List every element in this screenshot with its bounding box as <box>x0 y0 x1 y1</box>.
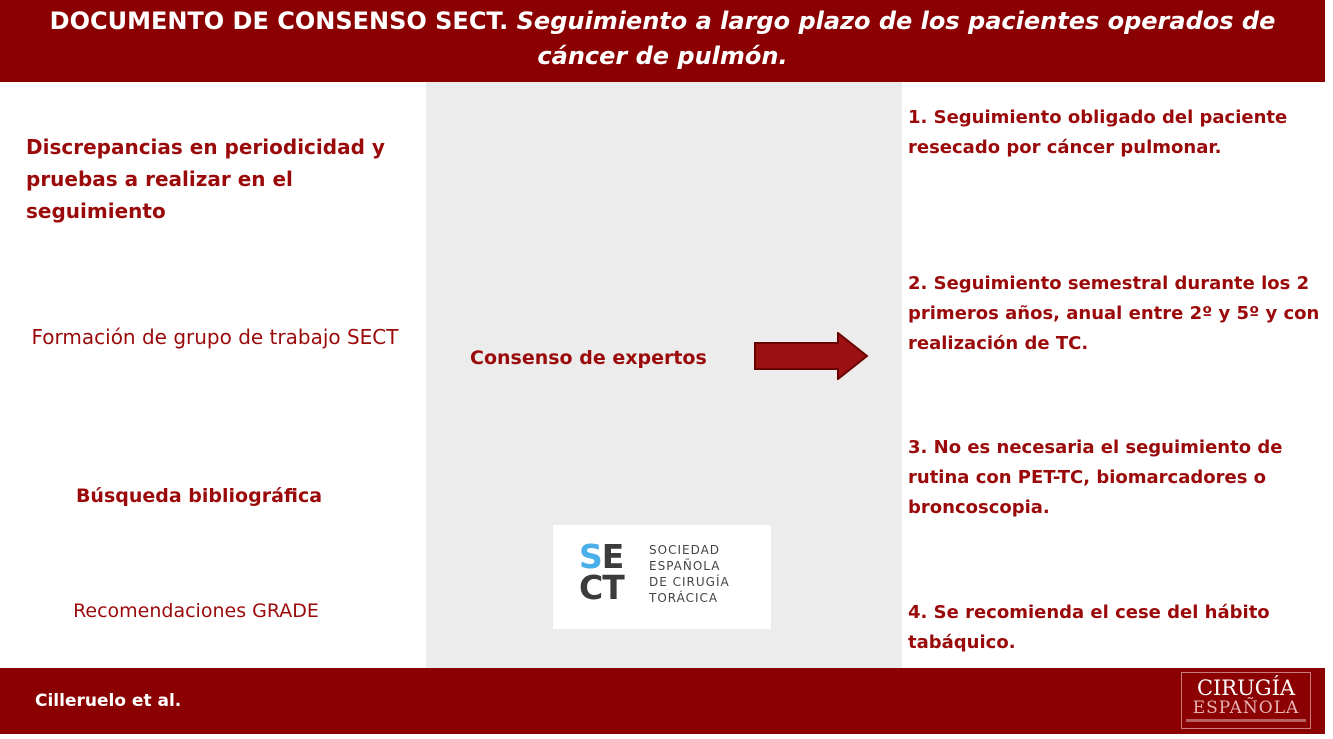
recommendation-3: 3. No es necesaria el seguimiento de rutina con PET-TC, biomarcadores o broncoscopia. <box>908 437 1283 518</box>
sect-logo-line2: ESPAÑOLA <box>649 559 721 573</box>
left-item-discrepancias: Discrepancias en periodicidad y pruebas a realizar en el seguimiento <box>26 135 385 223</box>
sect-logo-e: E <box>601 537 624 576</box>
recommendation-1: 1. Seguimiento obligado del paciente resecado por cáncer pulmonar. <box>908 107 1288 158</box>
arrow-right-icon <box>754 332 870 380</box>
header-title-italic: Seguimiento a largo plazo de los pacientes operados de <box>516 7 1276 35</box>
sect-logo-line3: DE CIRUGÍA <box>649 575 730 589</box>
header-banner <box>0 0 1325 82</box>
sect-logo-line1: SOCIEDAD <box>649 543 721 557</box>
sect-logo-s: S <box>579 537 602 576</box>
journal-logo <box>1181 672 1311 729</box>
journal-logo-line2: ESPAÑOLA <box>1192 698 1300 718</box>
left-item-busqueda: Búsqueda bibliográfica <box>75 485 323 507</box>
journal-logo-line1: CIRUGÍA <box>1196 676 1296 700</box>
sect-logo-letters <box>579 537 624 607</box>
header-title-line1 <box>0 5 1325 38</box>
footer-bar <box>0 668 1325 734</box>
author-citation: Cilleruelo et al. <box>35 691 182 711</box>
sect-logo <box>553 525 771 629</box>
journal-logo-tagline <box>1186 719 1306 722</box>
header-title-regular: DOCUMENTO DE CONSENSO SECT. <box>49 7 517 35</box>
sect-logo-words <box>649 542 730 606</box>
sect-logo-line4: TORÁCICA <box>649 591 719 605</box>
sect-logo-ct: CT <box>579 568 624 607</box>
recommendation-4: 4. Se recomienda el cese del hábito tabáquico. <box>908 602 1270 653</box>
consensus-label: Consenso de expertos <box>470 347 707 369</box>
left-item-grade: Recomendaciones GRADE <box>73 600 319 622</box>
left-item-grupo-trabajo: Formación de grupo de trabajo SECT <box>31 325 399 349</box>
header-title-line2: cáncer de pulmón. <box>537 42 788 70</box>
recommendation-2: 2. Seguimiento semestral durante los 2 primeros años, anual entre 2º y 5º y con realización de TC. <box>908 273 1320 354</box>
